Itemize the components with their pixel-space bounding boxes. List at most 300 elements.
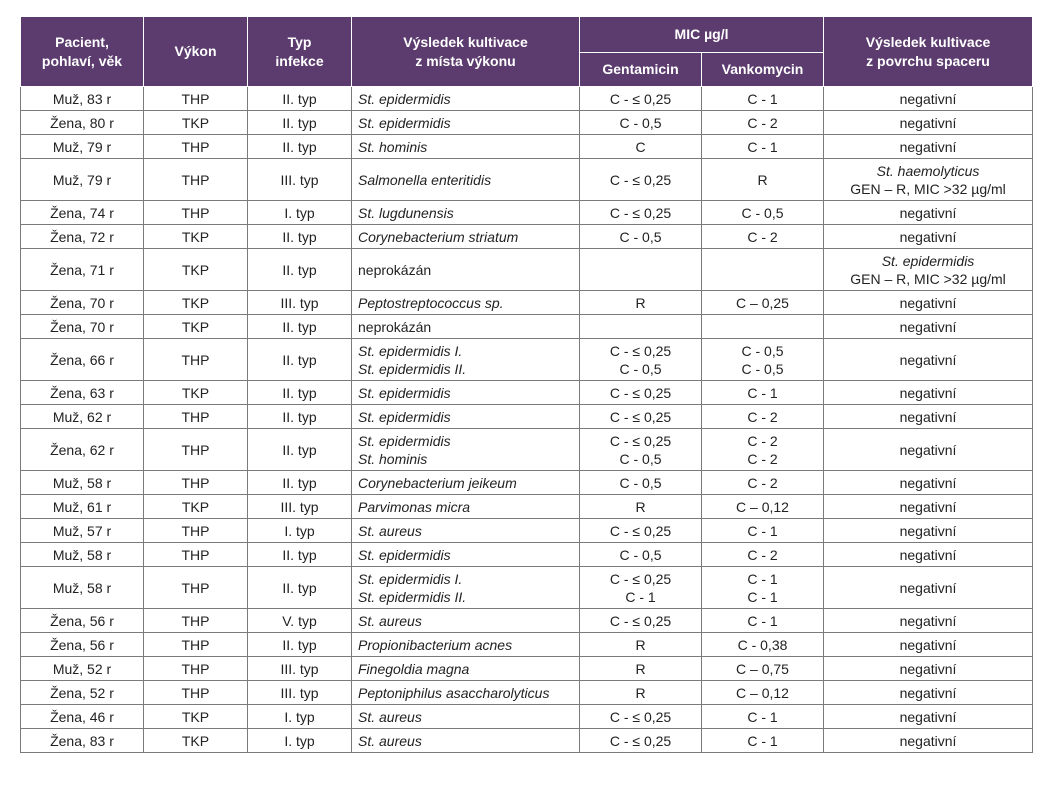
table-row bbox=[21, 135, 1033, 159]
header-infection-type-line-2: infekce bbox=[275, 52, 324, 69]
cell-spacer-result bbox=[824, 729, 1033, 753]
cell-mic-gentamicin bbox=[580, 705, 702, 729]
cell-mic-gentamicin bbox=[580, 519, 702, 543]
cell-organism-line: St. aureus bbox=[358, 732, 422, 749]
table-row bbox=[21, 705, 1033, 729]
cell-procedure: TKP bbox=[144, 291, 248, 315]
cell-mic-vancomycin bbox=[702, 633, 824, 657]
cell-spacer-result bbox=[824, 609, 1033, 633]
cell-mic-gentamicin-line: C - 1 bbox=[625, 588, 656, 605]
table-row bbox=[21, 159, 1033, 201]
cell-mic-gentamicin-line: R bbox=[635, 660, 646, 677]
cell-organism bbox=[352, 705, 580, 729]
cell-organism bbox=[352, 633, 580, 657]
cell-mic-vancomycin-line: C - 1 bbox=[747, 588, 778, 605]
table-row bbox=[21, 291, 1033, 315]
cell-mic-vancomycin bbox=[702, 495, 824, 519]
cell-mic-gentamicin-line: C - ≤ 0,25 bbox=[609, 612, 672, 629]
cell-organism-line: neprokázán bbox=[358, 318, 432, 335]
cell-mic-gentamicin-line: C - ≤ 0,25 bbox=[609, 384, 672, 401]
table-row bbox=[21, 567, 1033, 609]
cell-mic-gentamicin-line: C - ≤ 0,25 bbox=[609, 522, 672, 539]
cell-spacer-result bbox=[824, 657, 1033, 681]
cell-organism bbox=[352, 495, 580, 519]
cell-mic-vancomycin-line: C - 2 bbox=[747, 114, 778, 131]
cell-organism-line: St. epidermidis I. bbox=[358, 570, 463, 587]
table-row bbox=[21, 495, 1033, 519]
cell-procedure: THP bbox=[144, 567, 248, 609]
cell-infection-type: I. typ bbox=[248, 705, 352, 729]
cell-mic-vancomycin-line: C - 2 bbox=[747, 474, 778, 491]
cell-procedure: TKP bbox=[144, 225, 248, 249]
cell-spacer-result-line: negativní bbox=[899, 684, 957, 701]
cell-mic-gentamicin-line: C bbox=[635, 138, 646, 155]
cell-spacer-result-line: negativní bbox=[899, 318, 957, 335]
cell-organism-line: Corynebacterium jeikeum bbox=[358, 474, 517, 491]
cell-mic-gentamicin bbox=[580, 201, 702, 225]
cell-mic-vancomycin bbox=[702, 405, 824, 429]
cell-spacer-result-line: negativní bbox=[899, 441, 957, 458]
cell-mic-gentamicin-line: C - ≤ 0,25 bbox=[609, 570, 672, 587]
cell-spacer-result-line: negativní bbox=[899, 660, 957, 677]
cell-mic-vancomycin-line: C - 1 bbox=[747, 138, 778, 155]
cell-infection-type: II. typ bbox=[248, 87, 352, 111]
cell-organism-line: Salmonella enteritidis bbox=[358, 171, 492, 188]
table-body bbox=[21, 87, 1033, 753]
cell-mic-gentamicin-line: C - 0,5 bbox=[619, 360, 662, 377]
table-row bbox=[21, 339, 1033, 381]
cell-patient: Muž, 62 r bbox=[21, 405, 144, 429]
cell-spacer-result-line: negativní bbox=[899, 579, 957, 596]
cell-spacer-result bbox=[824, 705, 1033, 729]
table-row bbox=[21, 429, 1033, 471]
cell-organism bbox=[352, 201, 580, 225]
cell-organism bbox=[352, 405, 580, 429]
table-row bbox=[21, 633, 1033, 657]
cell-spacer-result-line: negativní bbox=[899, 114, 957, 131]
cell-mic-gentamicin bbox=[580, 543, 702, 567]
cell-organism bbox=[352, 543, 580, 567]
cell-mic-vancomycin bbox=[702, 543, 824, 567]
cell-procedure: TKP bbox=[144, 111, 248, 135]
cell-mic-vancomycin-line: C - 2 bbox=[747, 408, 778, 425]
cell-mic-vancomycin-line: C – 0,12 bbox=[736, 684, 789, 701]
cell-patient: Žena, 80 r bbox=[21, 111, 144, 135]
cell-mic-gentamicin bbox=[580, 291, 702, 315]
cell-mic-vancomycin-line: C - 2 bbox=[747, 450, 778, 467]
cell-mic-gentamicin-line: R bbox=[635, 636, 646, 653]
cell-organism-line: St. epidermidis bbox=[358, 114, 451, 131]
cell-spacer-result bbox=[824, 567, 1033, 609]
cell-mic-gentamicin-line: C - 0,5 bbox=[619, 474, 662, 491]
cell-procedure: THP bbox=[144, 405, 248, 429]
cell-spacer-result-line: St. epidermidis bbox=[881, 252, 975, 269]
cell-mic-gentamicin bbox=[580, 405, 702, 429]
cell-mic-vancomycin-line: C - 0,5 bbox=[741, 342, 784, 359]
cell-infection-type: V. typ bbox=[248, 609, 352, 633]
cell-spacer-result-line: negativní bbox=[899, 732, 957, 749]
cell-mic-vancomycin-line: C - 2 bbox=[747, 432, 778, 449]
cell-mic-vancomycin-line: C - 0,5 bbox=[741, 204, 784, 221]
header-infection-type bbox=[248, 17, 352, 87]
cell-spacer-result bbox=[824, 201, 1033, 225]
cell-spacer-result-line: negativní bbox=[899, 294, 957, 311]
cell-organism-line: Peptostreptococcus sp. bbox=[358, 294, 504, 311]
cell-organism-line: St. epidermidis I. bbox=[358, 342, 463, 359]
cell-spacer-result-line: GEN – R, MIC >32 µg/ml bbox=[850, 180, 1006, 197]
cell-mic-gentamicin bbox=[580, 609, 702, 633]
cell-organism-line: Peptoniphilus asaccharolyticus bbox=[358, 684, 550, 701]
cell-organism-line: St. epidermidis II. bbox=[358, 360, 467, 377]
cell-mic-vancomycin bbox=[702, 315, 824, 339]
culture-results-table bbox=[20, 16, 1033, 753]
cell-procedure: THP bbox=[144, 519, 248, 543]
cell-organism bbox=[352, 159, 580, 201]
table-row bbox=[21, 315, 1033, 339]
cell-mic-vancomycin-line: C – 0,12 bbox=[736, 498, 789, 515]
cell-mic-vancomycin bbox=[702, 681, 824, 705]
cell-patient: Žena, 74 r bbox=[21, 201, 144, 225]
cell-infection-type: II. typ bbox=[248, 381, 352, 405]
table-row bbox=[21, 201, 1033, 225]
cell-mic-gentamicin-line: C - ≤ 0,25 bbox=[609, 432, 672, 449]
cell-mic-vancomycin bbox=[702, 135, 824, 159]
cell-organism-line: Parvimonas micra bbox=[358, 498, 471, 515]
cell-mic-gentamicin bbox=[580, 729, 702, 753]
cell-procedure: THP bbox=[144, 681, 248, 705]
header-gentamicin: Gentamicin bbox=[580, 53, 702, 87]
cell-mic-gentamicin bbox=[580, 135, 702, 159]
cell-mic-gentamicin-line: C - ≤ 0,25 bbox=[609, 408, 672, 425]
cell-mic-gentamicin-line: C - 0,5 bbox=[619, 114, 662, 131]
cell-mic-gentamicin-line: C - ≤ 0,25 bbox=[609, 342, 672, 359]
cell-mic-gentamicin bbox=[580, 315, 702, 339]
cell-mic-gentamicin-line: R bbox=[635, 498, 646, 515]
cell-organism bbox=[352, 315, 580, 339]
cell-patient: Žena, 70 r bbox=[21, 291, 144, 315]
cell-organism-line: St. aureus bbox=[358, 612, 422, 629]
cell-patient: Muž, 79 r bbox=[21, 159, 144, 201]
cell-spacer-result bbox=[824, 633, 1033, 657]
header-mic: MIC µg/l bbox=[580, 17, 824, 53]
table-row bbox=[21, 657, 1033, 681]
cell-spacer-result bbox=[824, 291, 1033, 315]
cell-procedure: TKP bbox=[144, 381, 248, 405]
cell-spacer-result bbox=[824, 381, 1033, 405]
cell-patient: Žena, 83 r bbox=[21, 729, 144, 753]
cell-organism bbox=[352, 291, 580, 315]
header-vancomycin: Vankomycin bbox=[702, 53, 824, 87]
table-row bbox=[21, 249, 1033, 291]
cell-mic-vancomycin-line: C - 1 bbox=[747, 612, 778, 629]
cell-spacer-result-line: St. haemolyticus bbox=[876, 162, 980, 179]
table-row bbox=[21, 519, 1033, 543]
cell-infection-type: II. typ bbox=[248, 225, 352, 249]
cell-spacer-result-line: negativní bbox=[899, 612, 957, 629]
cell-mic-gentamicin-line: C - 0,5 bbox=[619, 450, 662, 467]
cell-mic-vancomycin bbox=[702, 519, 824, 543]
cell-organism-line: St. hominis bbox=[358, 450, 428, 467]
cell-mic-gentamicin bbox=[580, 159, 702, 201]
cell-procedure: TKP bbox=[144, 315, 248, 339]
cell-infection-type: III. typ bbox=[248, 495, 352, 519]
header-culture-site-line-2: z místa výkonu bbox=[415, 52, 516, 69]
cell-infection-type: II. typ bbox=[248, 567, 352, 609]
cell-patient: Žena, 62 r bbox=[21, 429, 144, 471]
cell-patient: Muž, 61 r bbox=[21, 495, 144, 519]
cell-mic-gentamicin bbox=[580, 339, 702, 381]
cell-infection-type: III. typ bbox=[248, 657, 352, 681]
cell-mic-vancomycin bbox=[702, 291, 824, 315]
table-row bbox=[21, 405, 1033, 429]
cell-spacer-result bbox=[824, 249, 1033, 291]
table-row bbox=[21, 729, 1033, 753]
cell-mic-vancomycin bbox=[702, 225, 824, 249]
cell-organism bbox=[352, 567, 580, 609]
cell-patient: Muž, 58 r bbox=[21, 567, 144, 609]
cell-organism bbox=[352, 381, 580, 405]
cell-spacer-result-line: negativní bbox=[899, 204, 957, 221]
cell-spacer-result-line: negativní bbox=[899, 522, 957, 539]
table-row bbox=[21, 471, 1033, 495]
cell-mic-vancomycin-line: C - 2 bbox=[747, 546, 778, 563]
cell-infection-type: III. typ bbox=[248, 291, 352, 315]
cell-mic-vancomycin bbox=[702, 159, 824, 201]
cell-procedure: THP bbox=[144, 87, 248, 111]
table-row bbox=[21, 111, 1033, 135]
cell-mic-vancomycin bbox=[702, 705, 824, 729]
cell-patient: Muž, 83 r bbox=[21, 87, 144, 111]
cell-patient: Žena, 66 r bbox=[21, 339, 144, 381]
cell-spacer-result-line: negativní bbox=[899, 384, 957, 401]
cell-mic-vancomycin-line: C - 1 bbox=[747, 570, 778, 587]
cell-spacer-result-line: negativní bbox=[899, 636, 957, 653]
cell-mic-gentamicin bbox=[580, 633, 702, 657]
cell-organism-line: Propionibacterium acnes bbox=[358, 636, 513, 653]
cell-spacer-result bbox=[824, 405, 1033, 429]
header-culture-site bbox=[352, 17, 580, 87]
table-row bbox=[21, 225, 1033, 249]
cell-procedure: THP bbox=[144, 633, 248, 657]
cell-infection-type: II. typ bbox=[248, 471, 352, 495]
cell-mic-vancomycin bbox=[702, 339, 824, 381]
cell-mic-vancomycin bbox=[702, 87, 824, 111]
cell-organism bbox=[352, 609, 580, 633]
cell-organism bbox=[352, 429, 580, 471]
header-patient-line-2: pohlaví, věk bbox=[41, 52, 123, 69]
cell-mic-vancomycin bbox=[702, 249, 824, 291]
cell-mic-gentamicin bbox=[580, 495, 702, 519]
header-culture-site-line-1: Výsledek kultivace bbox=[403, 33, 528, 50]
cell-patient: Žena, 52 r bbox=[21, 681, 144, 705]
cell-mic-vancomycin-line: C – 0,75 bbox=[736, 660, 789, 677]
cell-mic-gentamicin-line: C - ≤ 0,25 bbox=[609, 90, 672, 107]
cell-mic-vancomycin bbox=[702, 567, 824, 609]
cell-spacer-result-line: negativní bbox=[899, 708, 957, 725]
cell-procedure: THP bbox=[144, 429, 248, 471]
header-patient bbox=[21, 17, 144, 87]
cell-spacer-result-line: GEN – R, MIC >32 µg/ml bbox=[850, 270, 1006, 287]
cell-mic-vancomycin-line: C – 0,25 bbox=[736, 294, 789, 311]
cell-mic-gentamicin-line: C - ≤ 0,25 bbox=[609, 171, 672, 188]
cell-mic-vancomycin bbox=[702, 201, 824, 225]
header-infection-type-line-1: Typ bbox=[287, 33, 312, 50]
cell-organism-line: St. aureus bbox=[358, 522, 422, 539]
cell-mic-vancomycin-line: C - 1 bbox=[747, 708, 778, 725]
cell-infection-type: II. typ bbox=[248, 111, 352, 135]
cell-infection-type: III. typ bbox=[248, 681, 352, 705]
cell-procedure: TKP bbox=[144, 705, 248, 729]
cell-mic-gentamicin-line: C - ≤ 0,25 bbox=[609, 708, 672, 725]
cell-mic-gentamicin bbox=[580, 471, 702, 495]
cell-mic-gentamicin-line: C - 0,5 bbox=[619, 546, 662, 563]
cell-infection-type: III. typ bbox=[248, 159, 352, 201]
cell-procedure: THP bbox=[144, 339, 248, 381]
cell-mic-gentamicin-line: R bbox=[635, 684, 646, 701]
cell-procedure: TKP bbox=[144, 249, 248, 291]
cell-mic-gentamicin-line: R bbox=[635, 294, 646, 311]
cell-mic-gentamicin bbox=[580, 567, 702, 609]
cell-patient: Muž, 57 r bbox=[21, 519, 144, 543]
cell-procedure: THP bbox=[144, 159, 248, 201]
cell-organism bbox=[352, 681, 580, 705]
cell-organism-line: St. epidermidis bbox=[358, 546, 451, 563]
cell-organism bbox=[352, 249, 580, 291]
cell-organism-line: St. aureus bbox=[358, 708, 422, 725]
cell-spacer-result bbox=[824, 87, 1033, 111]
table-row bbox=[21, 681, 1033, 705]
cell-procedure: THP bbox=[144, 471, 248, 495]
cell-organism bbox=[352, 135, 580, 159]
cell-mic-gentamicin bbox=[580, 429, 702, 471]
cell-spacer-result bbox=[824, 495, 1033, 519]
cell-infection-type: II. typ bbox=[248, 339, 352, 381]
cell-infection-type: II. typ bbox=[248, 429, 352, 471]
cell-infection-type: I. typ bbox=[248, 519, 352, 543]
cell-spacer-result bbox=[824, 339, 1033, 381]
cell-mic-vancomycin bbox=[702, 111, 824, 135]
cell-spacer-result bbox=[824, 111, 1033, 135]
cell-spacer-result bbox=[824, 543, 1033, 567]
cell-mic-gentamicin bbox=[580, 681, 702, 705]
cell-mic-vancomycin-line: C - 0,5 bbox=[741, 360, 784, 377]
cell-patient: Žena, 71 r bbox=[21, 249, 144, 291]
cell-organism-line: neprokázán bbox=[358, 261, 432, 278]
cell-organism-line: Corynebacterium striatum bbox=[358, 228, 519, 245]
cell-patient: Žena, 63 r bbox=[21, 381, 144, 405]
cell-spacer-result-line: negativní bbox=[899, 351, 957, 368]
cell-procedure: TKP bbox=[144, 495, 248, 519]
cell-mic-vancomycin-line: C - 0,38 bbox=[737, 636, 788, 653]
cell-organism bbox=[352, 657, 580, 681]
cell-infection-type: II. typ bbox=[248, 249, 352, 291]
header-culture-spacer bbox=[824, 17, 1033, 87]
table-row bbox=[21, 543, 1033, 567]
cell-organism bbox=[352, 111, 580, 135]
cell-procedure: THP bbox=[144, 657, 248, 681]
cell-infection-type: I. typ bbox=[248, 201, 352, 225]
cell-mic-vancomycin bbox=[702, 471, 824, 495]
cell-infection-type: II. typ bbox=[248, 405, 352, 429]
cell-mic-gentamicin-line: C - 0,5 bbox=[619, 228, 662, 245]
cell-patient: Muž, 79 r bbox=[21, 135, 144, 159]
cell-patient: Žena, 72 r bbox=[21, 225, 144, 249]
cell-organism-line: St. epidermidis bbox=[358, 408, 451, 425]
cell-spacer-result-line: negativní bbox=[899, 498, 957, 515]
cell-organism bbox=[352, 519, 580, 543]
cell-patient: Muž, 52 r bbox=[21, 657, 144, 681]
cell-organism bbox=[352, 87, 580, 111]
cell-infection-type: II. typ bbox=[248, 315, 352, 339]
cell-mic-gentamicin bbox=[580, 381, 702, 405]
cell-mic-vancomycin bbox=[702, 429, 824, 471]
cell-procedure: THP bbox=[144, 201, 248, 225]
cell-procedure: TKP bbox=[144, 729, 248, 753]
cell-organism-line: St. epidermidis bbox=[358, 384, 451, 401]
cell-mic-gentamicin bbox=[580, 225, 702, 249]
header-patient-line-1: Pacient, bbox=[55, 33, 109, 50]
cell-organism-line: St. epidermidis bbox=[358, 432, 451, 449]
cell-patient: Žena, 46 r bbox=[21, 705, 144, 729]
cell-mic-vancomycin-line: C - 2 bbox=[747, 228, 778, 245]
cell-mic-gentamicin bbox=[580, 87, 702, 111]
table-row bbox=[21, 87, 1033, 111]
cell-mic-gentamicin bbox=[580, 249, 702, 291]
cell-mic-gentamicin bbox=[580, 657, 702, 681]
cell-spacer-result bbox=[824, 225, 1033, 249]
cell-organism-line: St. epidermidis bbox=[358, 90, 451, 107]
cell-organism-line: Finegoldia magna bbox=[358, 660, 470, 677]
cell-spacer-result-line: negativní bbox=[899, 138, 957, 155]
cell-mic-gentamicin-line: C - ≤ 0,25 bbox=[609, 204, 672, 221]
cell-mic-vancomycin bbox=[702, 609, 824, 633]
cell-spacer-result-line: negativní bbox=[899, 546, 957, 563]
cell-procedure: THP bbox=[144, 609, 248, 633]
cell-spacer-result bbox=[824, 471, 1033, 495]
cell-patient: Muž, 58 r bbox=[21, 543, 144, 567]
cell-patient: Žena, 56 r bbox=[21, 633, 144, 657]
cell-mic-gentamicin-line: C - ≤ 0,25 bbox=[609, 732, 672, 749]
cell-patient: Žena, 70 r bbox=[21, 315, 144, 339]
header-culture-spacer-line-1: Výsledek kultivace bbox=[865, 33, 991, 50]
cell-mic-gentamicin bbox=[580, 111, 702, 135]
cell-mic-vancomycin bbox=[702, 657, 824, 681]
cell-mic-vancomycin-line: R bbox=[757, 171, 768, 188]
header-procedure: Výkon bbox=[144, 17, 248, 87]
cell-spacer-result bbox=[824, 135, 1033, 159]
cell-mic-vancomycin bbox=[702, 729, 824, 753]
cell-organism bbox=[352, 729, 580, 753]
cell-organism bbox=[352, 225, 580, 249]
cell-infection-type: II. typ bbox=[248, 135, 352, 159]
cell-spacer-result-line: negativní bbox=[899, 408, 957, 425]
cell-mic-vancomycin-line: C - 1 bbox=[747, 384, 778, 401]
header-culture-spacer-line-2: z povrchu spaceru bbox=[866, 52, 990, 69]
table-row bbox=[21, 381, 1033, 405]
cell-patient: Muž, 58 r bbox=[21, 471, 144, 495]
cell-infection-type: II. typ bbox=[248, 633, 352, 657]
cell-procedure: THP bbox=[144, 543, 248, 567]
cell-organism bbox=[352, 471, 580, 495]
cell-organism bbox=[352, 339, 580, 381]
cell-spacer-result bbox=[824, 681, 1033, 705]
cell-spacer-result bbox=[824, 315, 1033, 339]
cell-procedure: THP bbox=[144, 135, 248, 159]
table-row bbox=[21, 609, 1033, 633]
cell-patient: Žena, 56 r bbox=[21, 609, 144, 633]
cell-spacer-result bbox=[824, 429, 1033, 471]
cell-spacer-result-line: negativní bbox=[899, 228, 957, 245]
